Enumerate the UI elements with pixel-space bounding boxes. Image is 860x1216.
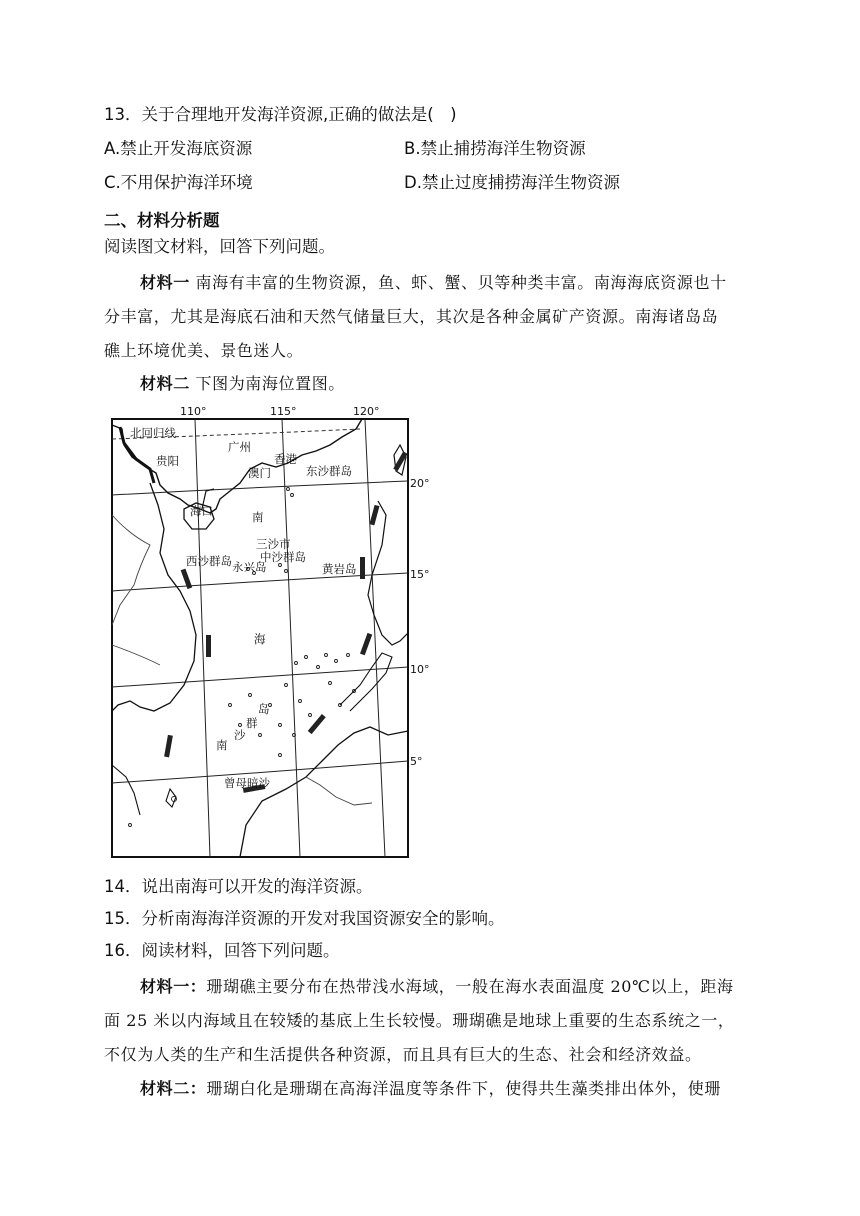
material2-label: 材料二 [140, 374, 190, 393]
lat-label-5: 5° [410, 755, 423, 768]
q13-option-d: D.禁止过度捕捞海洋生物资源 [404, 173, 620, 192]
label-yongxing: 永兴岛 [232, 560, 267, 574]
q16-material2-line: 材料二：珊瑚白化是珊瑚在高海洋温度等条件下，使得共生藻类排出体外，使珊 [140, 1079, 722, 1098]
label-macau: 澳门 [248, 466, 271, 480]
label-guangzhou: 广州 [228, 440, 251, 454]
lat-label-15: 15° [410, 568, 430, 581]
section-intro: 阅读图文材料，回答下列问题。 [104, 237, 335, 256]
material1-line-2: 分丰富，尤其是海底石油和天然气储量巨大，其次是各种金属矿产资源。南海诸岛岛 [104, 307, 719, 326]
label-nansha-2: 沙 [234, 728, 246, 742]
q16-stem: 16．阅读材料，回答下列问题。 [104, 941, 340, 960]
south-china-sea-map [110, 405, 440, 861]
material1-label: 材料一 [140, 273, 190, 292]
q13-option-a: A.禁止开发海底资源 [104, 139, 253, 158]
label-zhongsha: 中沙群岛 [260, 550, 306, 564]
material2-line: 材料二 下图为南海位置图。 [140, 374, 345, 393]
q16-material1-line-3: 不仅为人类的生产和生活提供各种资源，而且具有巨大的生态、社会和经济效益。 [104, 1045, 702, 1064]
label-nansha-1: 南 [216, 738, 228, 752]
label-nan: 南 [252, 510, 264, 524]
label-hai: 海 [254, 632, 266, 646]
q15: 15．分析南海海洋资源的开发对我国资源安全的影响。 [104, 909, 505, 928]
label-huangyan: 黄岩岛 [322, 562, 357, 576]
material1-line-3: 礁上环境优美、景色迷人。 [104, 341, 304, 360]
label-nansha-4: 岛 [258, 702, 270, 716]
q16-material1-line-1: 材料一：珊瑚礁主要分布在热带浅水海域，一般在海水表面温度 20℃以上，距海 [140, 977, 734, 996]
label-haikou: 海口 [190, 504, 213, 518]
lat-label-10: 10° [410, 663, 430, 676]
q13-stem: 13．关于合理地开发海洋资源,正确的做法是( ) [104, 105, 457, 124]
label-dongsha: 东沙群岛 [306, 464, 352, 478]
material1-line-1: 材料一 南海有丰富的生物资源，鱼、虾、蟹、贝等种类丰富。南海海底资源也十 [140, 273, 727, 292]
section-title: 二、材料分析题 [104, 211, 220, 230]
label-tropic: 北回归线 [130, 426, 176, 440]
lon-label-120: 120° [353, 405, 380, 418]
q14: 14．说出南海可以开发的海洋资源。 [104, 877, 373, 896]
q16-material1-line-2: 面 25 米以内海域且在较矮的基底上生长较慢。珊瑚礁是地球上重要的生态系统之一， [104, 1011, 735, 1030]
lon-label-115: 115° [270, 405, 297, 418]
label-hongkong: 香港 [274, 452, 297, 466]
q13-option-c: C.不用保护海洋环境 [104, 173, 253, 192]
label-sansha: 三沙市 [256, 537, 291, 551]
label-nansha-3: 群 [246, 716, 258, 730]
lat-label-20: 20° [410, 477, 430, 490]
q16-material2-label: 材料二： [140, 1079, 207, 1098]
lon-label-110: 110° [180, 405, 207, 418]
label-guiyang: 贵阳 [156, 454, 179, 468]
q16-material1-label: 材料一： [140, 977, 207, 996]
label-xisha: 西沙群岛 [186, 554, 232, 568]
label-zengmu: 曾母暗沙 [224, 776, 270, 790]
q13-option-b: B.禁止捕捞海洋生物资源 [404, 139, 586, 158]
